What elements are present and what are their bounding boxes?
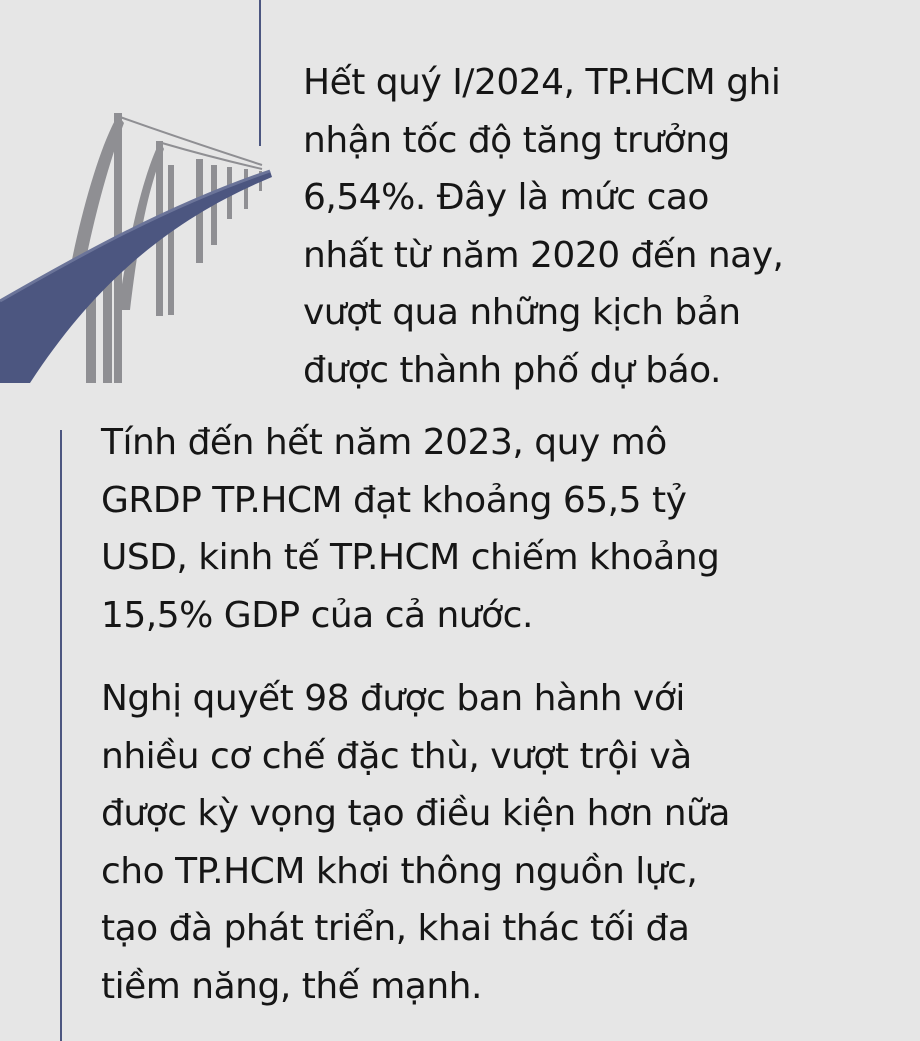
text-line: USD, kinh tế TP.HCM chiếm khoảng <box>101 537 720 578</box>
text-line: được thành phố dự báo. <box>303 349 721 391</box>
text-line: nhất từ năm 2020 đến nay, <box>303 234 784 276</box>
text-line: 15,5% GDP của cả nước. <box>101 594 533 636</box>
paragraph-resolution-98 <box>101 670 730 1015</box>
text-line: nhận tốc độ tăng trưởng <box>303 119 730 161</box>
text-line: cho TP.HCM khơi thông nguồn lực, <box>101 850 698 892</box>
text-line: nhiều cơ chế đặc thù, vượt trội và <box>101 735 692 777</box>
text-line: Tính đến hết năm 2023, quy mô <box>101 422 667 463</box>
bridge-icon <box>0 105 272 395</box>
text-line: Hết quý I/2024, TP.HCM ghi <box>303 62 781 103</box>
paragraph-growth <box>303 54 783 399</box>
divider-line-left <box>60 430 62 1041</box>
text-line: vượt qua những kịch bản <box>303 292 741 333</box>
text-line: GRDP TP.HCM đạt khoảng 65,5 tỷ <box>101 479 687 521</box>
text-line: Nghị quyết 98 được ban hành với <box>101 678 685 719</box>
text-line: tiềm năng, thế mạnh. <box>101 965 482 1007</box>
text-line: được kỳ vọng tạo điều kiện hơn nữa <box>101 793 730 834</box>
paragraph-grdp <box>101 414 719 644</box>
text-line: tạo đà phát triển, khai thác tối đa <box>101 908 690 949</box>
text-line: 6,54%. Đây là mức cao <box>303 177 709 218</box>
